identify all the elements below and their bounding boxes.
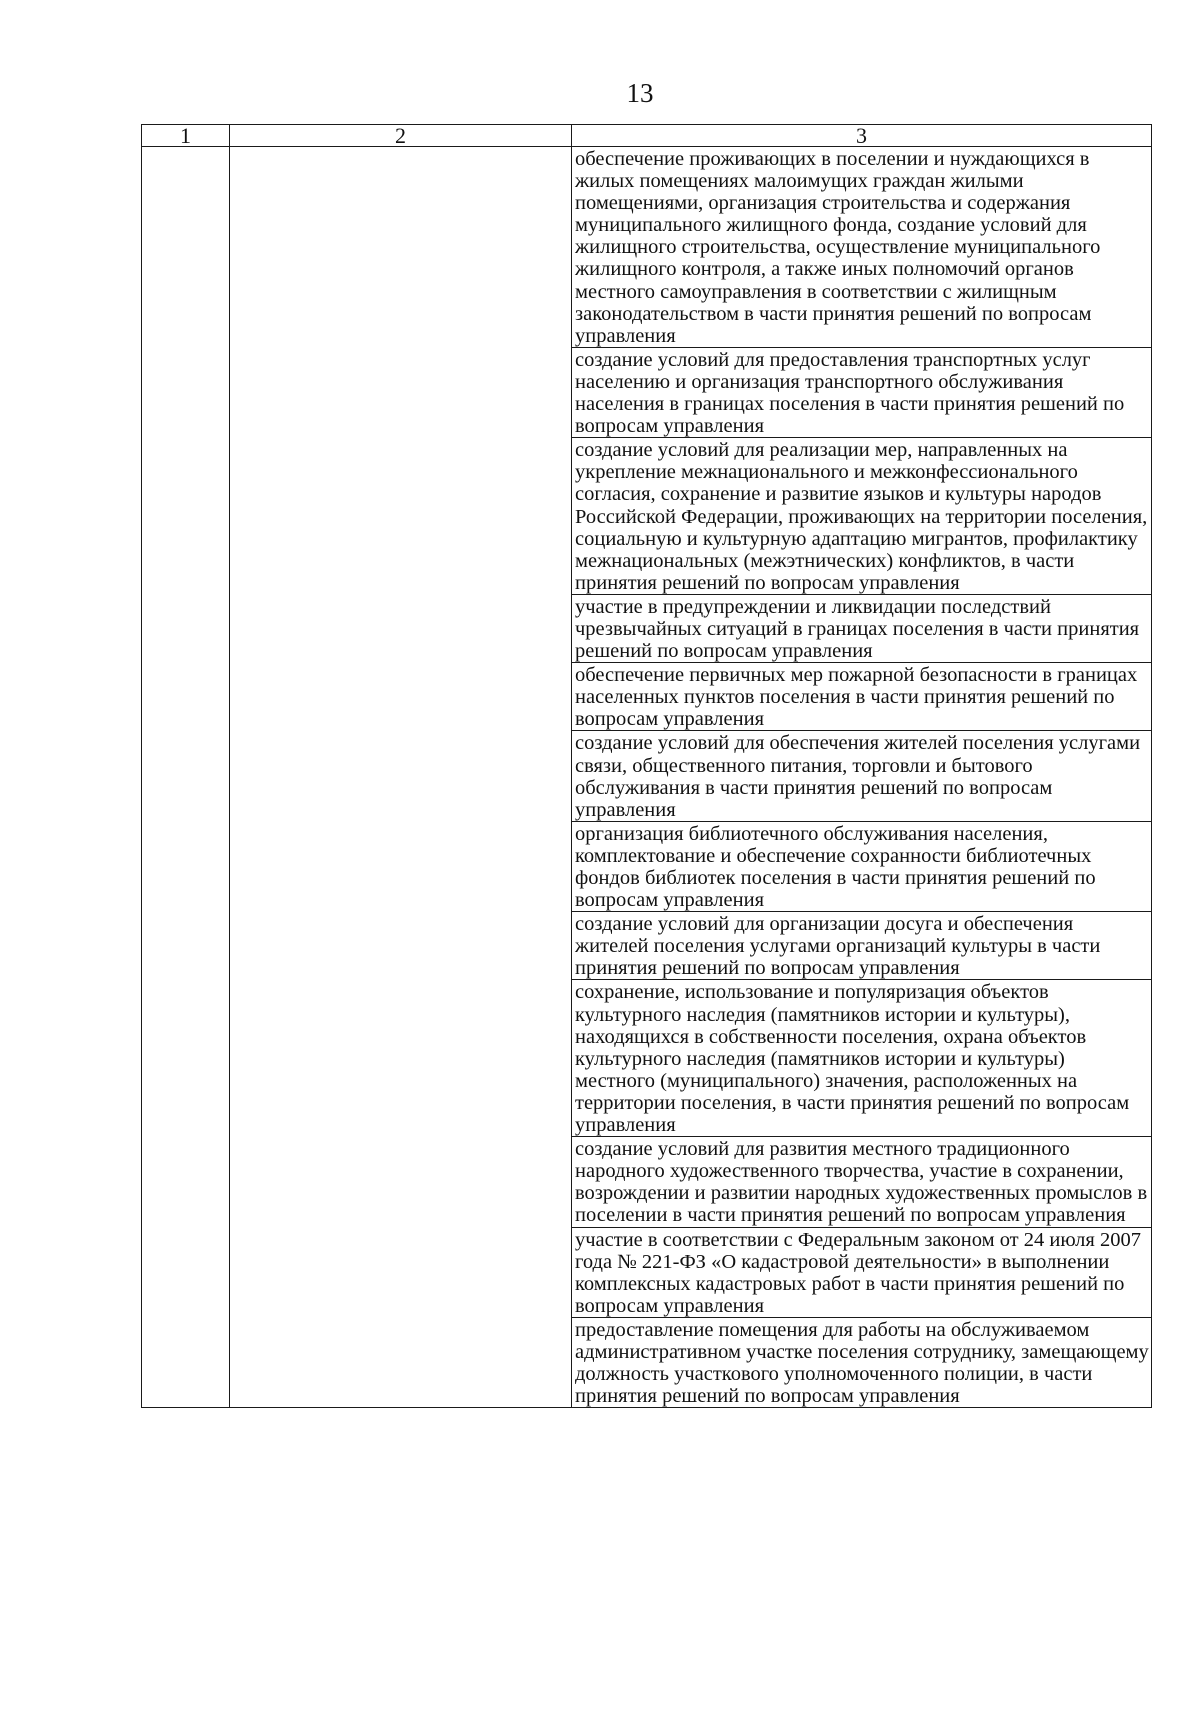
authority-cell: создание условий для организации досуга и обеспечения жителей поселения услугами организаций культуры в части принятия решений по вопросам управления: [572, 912, 1152, 980]
table-body: [142, 147, 1152, 1408]
authority-cell: сохранение, использование и популяризация объектов культурного наследия (памятников истории и культуры), находящихся в собственности поселения, охрана объектов культурного наследия (памятников истории и культуры) местного (муниципального) значения, расположенных на территории поселения, в части принятия решений по вопросам управления: [572, 980, 1152, 1137]
header-row: [142, 125, 1152, 147]
column-2-cell: [230, 147, 572, 1408]
column-header-2: 2: [230, 125, 572, 147]
page-number: 13: [626, 78, 654, 108]
table-row: [142, 147, 1152, 348]
authority-cell: создание условий для обеспечения жителей поселения услугами связи, общественного питания, торговли и бытового обслуживания в части принятия решений по вопросам управления: [572, 731, 1152, 821]
authority-cell: предоставление помещения для работы на обслуживаемом административном участке поселения сотруднику, замещающему должность участкового уполномоченного полиции, в части принятия решений по вопросам управления: [572, 1317, 1152, 1407]
authority-cell: обеспечение первичных мер пожарной безопасности в границах населенных пунктов поселения в части принятия решений по вопросам управления: [572, 663, 1152, 731]
column-header-1: 1: [142, 125, 230, 147]
column-header-3: 3: [572, 125, 1152, 147]
column-1-cell: [142, 147, 230, 1408]
authority-cell: организация библиотечного обслуживания населения, комплектование и обеспечение сохранности библиотечных фондов библиотек поселения в части принятия решений по вопросам управления: [572, 821, 1152, 911]
authority-cell: участие в соответствии с Федеральным законом от 24 июля 2007 года № 221-ФЗ «О кадастровой деятельности» в выполнении комплексных кадастровых работ в части принятия решений по вопросам управления: [572, 1227, 1152, 1317]
authority-cell: обеспечение проживающих в поселении и нуждающихся в жилых помещениях малоимущих граждан жилыми помещениями, организация строительства и содержания муниципального жилищного фонда, создание условий для жилищного строительства, осуществление муниципального жилищного контроля, а также иных полномочий органов местного самоуправления в соответствии с жилищным законодательством в части принятия решений по вопросам управления: [572, 147, 1152, 348]
table-header: [142, 125, 1152, 147]
competency-table: [141, 124, 1152, 1408]
authority-cell: создание условий для развития местного традиционного народного художественного творчества, участие в сохранении, возрождении и развитии народных художественных промыслов в поселении в части принятия решений по вопросам управления: [572, 1137, 1152, 1227]
authority-cell: участие в предупреждении и ликвидации последствий чрезвычайных ситуаций в границах поселения в части принятия решений по вопросам управления: [572, 594, 1152, 662]
authority-cell: создание условий для предоставления транспортных услуг населению и организация транспортного обслуживания населения в границах поселения в части принятия решений по вопросам управления: [572, 347, 1152, 437]
authority-cell: создание условий для реализации мер, направленных на укрепление межнационального и межконфессионального согласия, сохранение и развитие языков и культуры народов Российской Федерации, проживающих на территории поселения, социальную и культурную адаптацию мигрантов, профилактику межнациональных (межэтнических) конфликтов, в части принятия решений по вопросам управления: [572, 438, 1152, 595]
